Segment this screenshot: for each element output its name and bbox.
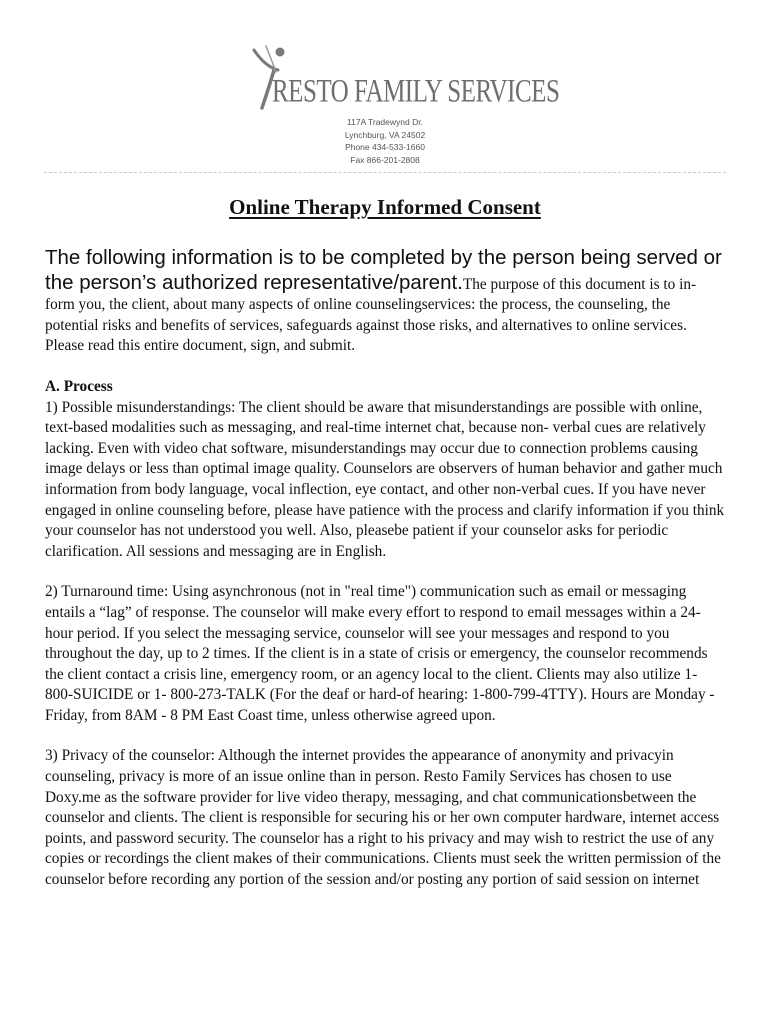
intro-body: The purpose of this document is to in- form you, the client, about many aspects of online counselingservices: the process, the counseling, the potential risks and benefits of services, safeguards against those risks, and alternatives to online services. Please read this entire document, sign, and submit. (45, 275, 697, 355)
address-street: 117A Tradewynd Dr. (347, 117, 423, 127)
intro-lead: The following information is to be completed by the person being served or the person’s authorized representative/parent. (45, 246, 722, 294)
address-phone: Phone 434-533-1660 (345, 142, 425, 152)
paragraph-privacy-counselor: 3) Privacy of the counselor: Although the internet provides the appearance of anonymity and privacyin counseling, privacy is more of an issue online than in person. Resto Family Services has chosen to use Doxy.me as the software provider for live video therapy, messaging, and chat communicationsbetween the counselor and clients. The client is responsible for securing his or her own computer hardware, internet access points, and password security. The counselor has a right to his privacy and may wish to restrict the use of any copies or recordings the client makes of their communications. Clients must seek the written permission of the counselor before recording any portion of the session and/or posting any portion of said session on internet (45, 747, 721, 889)
header-divider (44, 172, 726, 173)
address-block (0, 116, 770, 166)
document-title: Online Therapy Informed Consent (229, 195, 541, 219)
paragraph-misunderstandings: 1) Possible misunderstandings: The client should be aware that misunderstandings are possible with online, text-based modalities such as messaging, and real-time internet chat, because non- verbal cues are relatively lacking. Even with video chat software, misunderstandings may occur due to connection problems causing image delays or less than optimal image quality. Counselors are observers of human behavior and gather much information from body language, vocal inflection, eye contact, and other non-verbal cues. If you have never engaged in online counseling before, please have patience with the process and clarify information if you think your counselor has not understood you well. Also, pleasebe patient if your counselor asks for periodic clarification. All sessions and messaging are in English. (45, 398, 725, 560)
address-city: Lynchburg, VA 24502 (344, 129, 426, 140)
document-body (45, 246, 725, 911)
logo-text: RESTO FAMILY SERVICES (272, 74, 560, 110)
paragraph-turnaround-time: 2) Turnaround time: Using asynchronous (not in "real time") communication such as email or messaging entails a “lag” of response. The counselor will make every effort to respond to email messages within a 24-hour period. If you select the messaging service, counselor will see your messages and respond to you throughout the day, up to 2 times. If the client is in a state of crisis or emergency, the counselor recommends the client contact a crisis line, emergency room, or an agency local to the client. Clients may also utilize 1-800-SUICIDE or 1- 800-273-TALK (For the deaf or hard-of hearing: 1-800-799-4TTY). Hours are Monday - Friday, from 8AM - 8 PM East Coast time, unless otherwise agreed upon. (45, 583, 715, 724)
letterhead (0, 40, 770, 166)
intro-paragraph (45, 246, 725, 357)
address-fax: Fax 866-201-2808 (350, 154, 420, 165)
company-logo (240, 40, 560, 112)
section-a-heading: A. Process (45, 377, 113, 395)
